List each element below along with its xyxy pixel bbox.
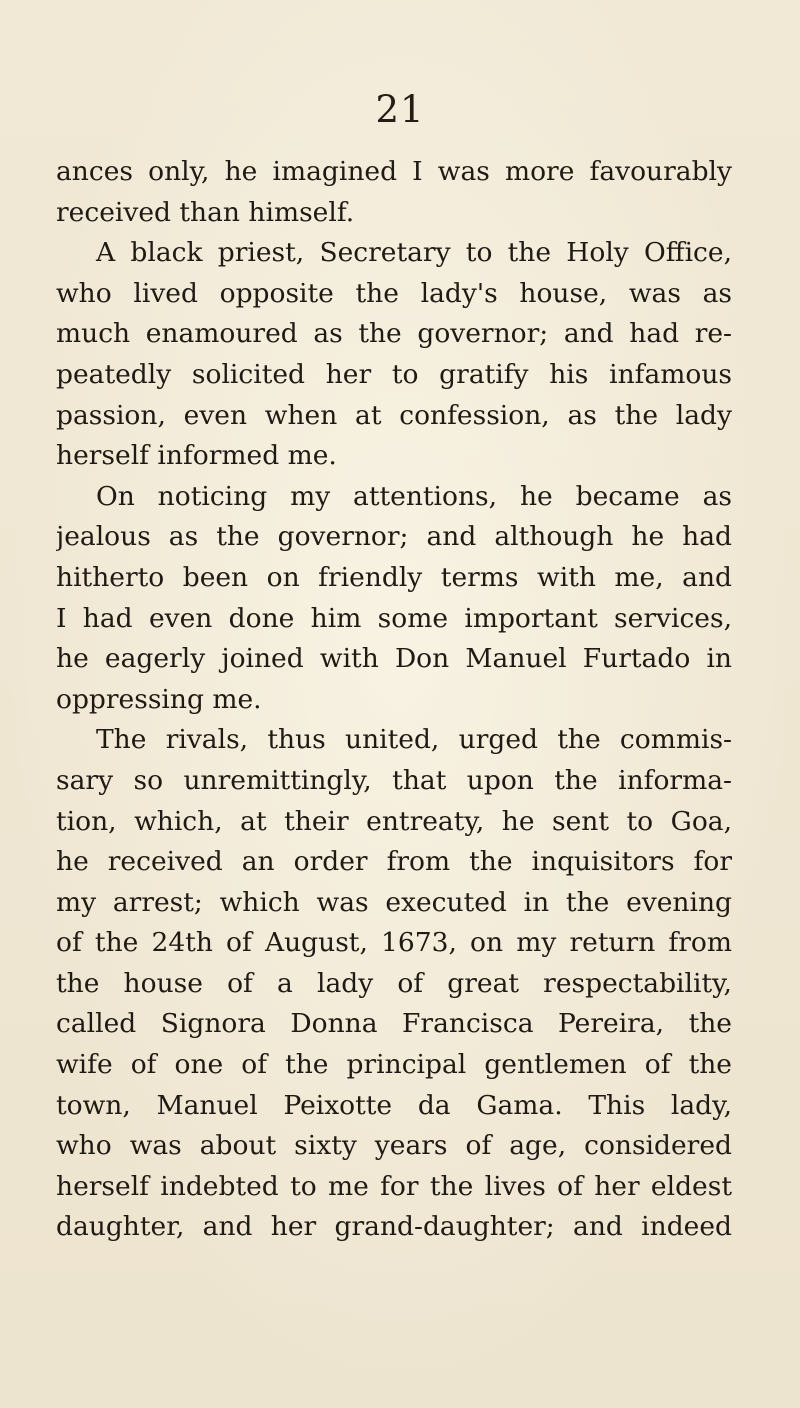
text-line: herself indebted to me for the lives of her eldest xyxy=(56,1170,732,1202)
page-number: 21 xyxy=(375,88,425,131)
text-line: The rivals, thus united, urged the commis- xyxy=(96,724,732,756)
text-line: sary so unremittingly, that upon the informa- xyxy=(56,764,732,796)
text-line: herself informed me. xyxy=(56,440,337,472)
text-line: of the 24th of August, 1673, on my return from xyxy=(56,927,732,959)
text-line: ances only, he imagined I was more favourably xyxy=(56,156,732,187)
text-line: the house of a lady of great respectability, xyxy=(56,967,732,999)
text-line: On noticing my attentions, he became as xyxy=(96,480,732,512)
text-line: he received an order from the inquisitors for xyxy=(56,846,732,878)
text-line: my arrest; which was executed in the evening xyxy=(56,886,732,918)
text-line: wife of one of the principal gentlemen of the xyxy=(56,1049,732,1081)
body-text xyxy=(56,152,732,1248)
text-line: tion, which, at their entreaty, he sent to Goa, xyxy=(56,805,732,837)
text-line: I had even done him some important services, xyxy=(56,602,732,634)
text-line: peatedly solicited her to gratify his infamous xyxy=(56,358,732,390)
text-line: jealous as the governor; and although he had xyxy=(56,521,732,553)
text-line: town, Manuel Peixotte da Gama. This lady, xyxy=(56,1089,732,1121)
text-line: daughter, and her grand-daughter; and indeed xyxy=(56,1211,732,1243)
text-line: much enamoured as the governor; and had re- xyxy=(56,318,732,350)
text-line: A black priest, Secretary to the Holy Office, xyxy=(96,237,732,269)
text-line: he eagerly joined with Don Manuel Furtado in xyxy=(56,643,732,675)
text-line: who lived opposite the lady's house, was as xyxy=(56,277,732,309)
text-line: called Signora Donna Francisca Pereira, the xyxy=(56,1008,732,1040)
text-line: hitherto been on friendly terms with me, and xyxy=(56,561,732,593)
text-line: who was about sixty years of age, considered xyxy=(56,1130,732,1162)
text-line: passion, even when at confession, as the lady xyxy=(56,399,732,431)
text-line: received than himself. xyxy=(56,196,355,228)
text-line: oppressing me. xyxy=(56,683,262,715)
